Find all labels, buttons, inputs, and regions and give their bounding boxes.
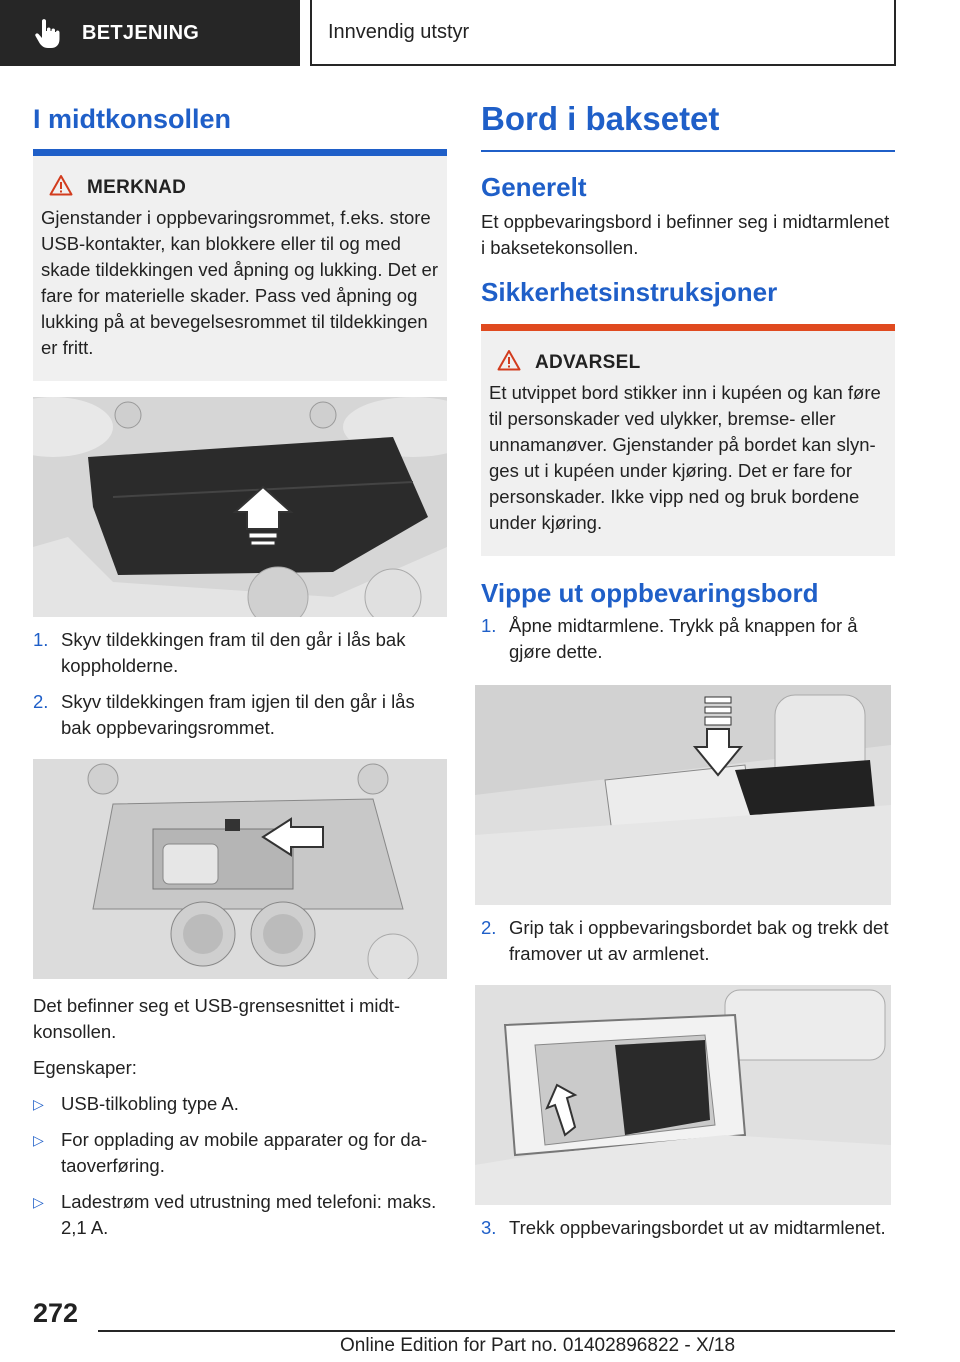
triangle-bullet-icon: ▷ <box>33 1096 44 1112</box>
note-header <box>49 174 439 201</box>
properties-label: Egenskaper: <box>33 1057 137 1078</box>
warning-triangle-icon <box>49 174 73 201</box>
chapter-label: Innvendig utstyr <box>328 20 470 43</box>
footer-text: Online Edition for Part no. 01402896822 - X/18 <box>340 1335 736 1356</box>
page-header <box>0 0 960 66</box>
list-item: ▷ USB-tilkobling type A. <box>33 1091 447 1117</box>
left-steps <box>33 627 447 741</box>
general-text: Et oppbevaringsbord i befinner seg i midtarmlenet i baksetekonsollen. <box>481 211 890 258</box>
list-item: ▷ Ladestrøm ved utrustning med telefoni: maks. 2,1 A. <box>33 1191 437 1238</box>
console-cover-image <box>33 397 447 617</box>
list-item: 2. Skyv tildekkingen fram igjen til den går i lås bak oppbevaringsrommet. <box>33 691 415 738</box>
section-title: I midtkonsollen <box>33 104 447 156</box>
note-box <box>33 156 447 381</box>
list-item: 3. Trekk oppbevaringsbordet ut av midtarmlenet. <box>481 1217 886 1238</box>
section-tab <box>0 0 300 66</box>
warning-triangle-icon <box>497 349 521 376</box>
warning-label: ADVARSEL <box>535 351 641 373</box>
right-steps-1 <box>481 613 895 665</box>
usb-text: Det befinner seg et USB-grensesnittet i midtkonsollen. <box>33 995 401 1042</box>
right-column <box>481 100 895 1241</box>
triangle-bullet-icon: ▷ <box>33 1132 44 1148</box>
triangle-bullet-icon: ▷ <box>33 1194 44 1210</box>
chapter-title: Bord i baksetet <box>481 100 895 152</box>
warning-box <box>481 331 895 556</box>
list-item: ▷ For opplading av mobile apparater og for dataoverføring. <box>33 1129 428 1176</box>
warning-text: Et utvippet bord stikker inn i kupéen og kan føre til personskader ved ulykker, bremse- eller unnamanøver. Gjenstander på bordet kan slynges ut i kupéen under kjøring. Det er fare for personskader. Ikke vipp ned og bruk bordene under kjøring. <box>489 382 881 533</box>
section-label: BETJENING <box>82 21 200 44</box>
right-steps-3 <box>481 1215 895 1241</box>
hand-icon <box>28 13 68 53</box>
list-item: 1. Åpne midtarmlene. Trykk på knappen for å gjøre dette. <box>481 615 858 662</box>
general-title: Generelt <box>481 172 587 202</box>
warning-header <box>497 349 887 376</box>
list-item: 1. Skyv tildekkingen fram til den går i lås bak koppholderne. <box>33 629 406 676</box>
armrest-button-image <box>475 685 891 905</box>
safety-title: Sikkerhetsinstruksjoner <box>481 277 895 331</box>
tilt-title: Vippe ut oppbevaringsbord <box>481 578 819 608</box>
storage-table-image <box>475 985 891 1205</box>
page-number: 272 <box>33 1298 79 1328</box>
note-label: MERKNAD <box>87 176 187 198</box>
footer-rule <box>98 1330 895 1332</box>
chapter-tab <box>310 0 896 66</box>
console-storage-image <box>33 759 447 979</box>
left-column <box>33 100 447 1241</box>
list-item: 2. Grip tak i oppbevaringsbordet bak og trekk det framover ut av armlenet. <box>481 917 889 964</box>
right-steps-2 <box>481 915 895 967</box>
properties-list <box>33 1091 447 1241</box>
note-text: Gjenstander i oppbevaringsrommet, f.eks. store USB-kontakter, kan blokkere eller til og med skade tildekkingen ved åpning og lukking. Det er fare for materielle skader. Pass ved åpning og lukking på at bevegelsesrommet til tildekkingen er fritt. <box>41 207 438 358</box>
